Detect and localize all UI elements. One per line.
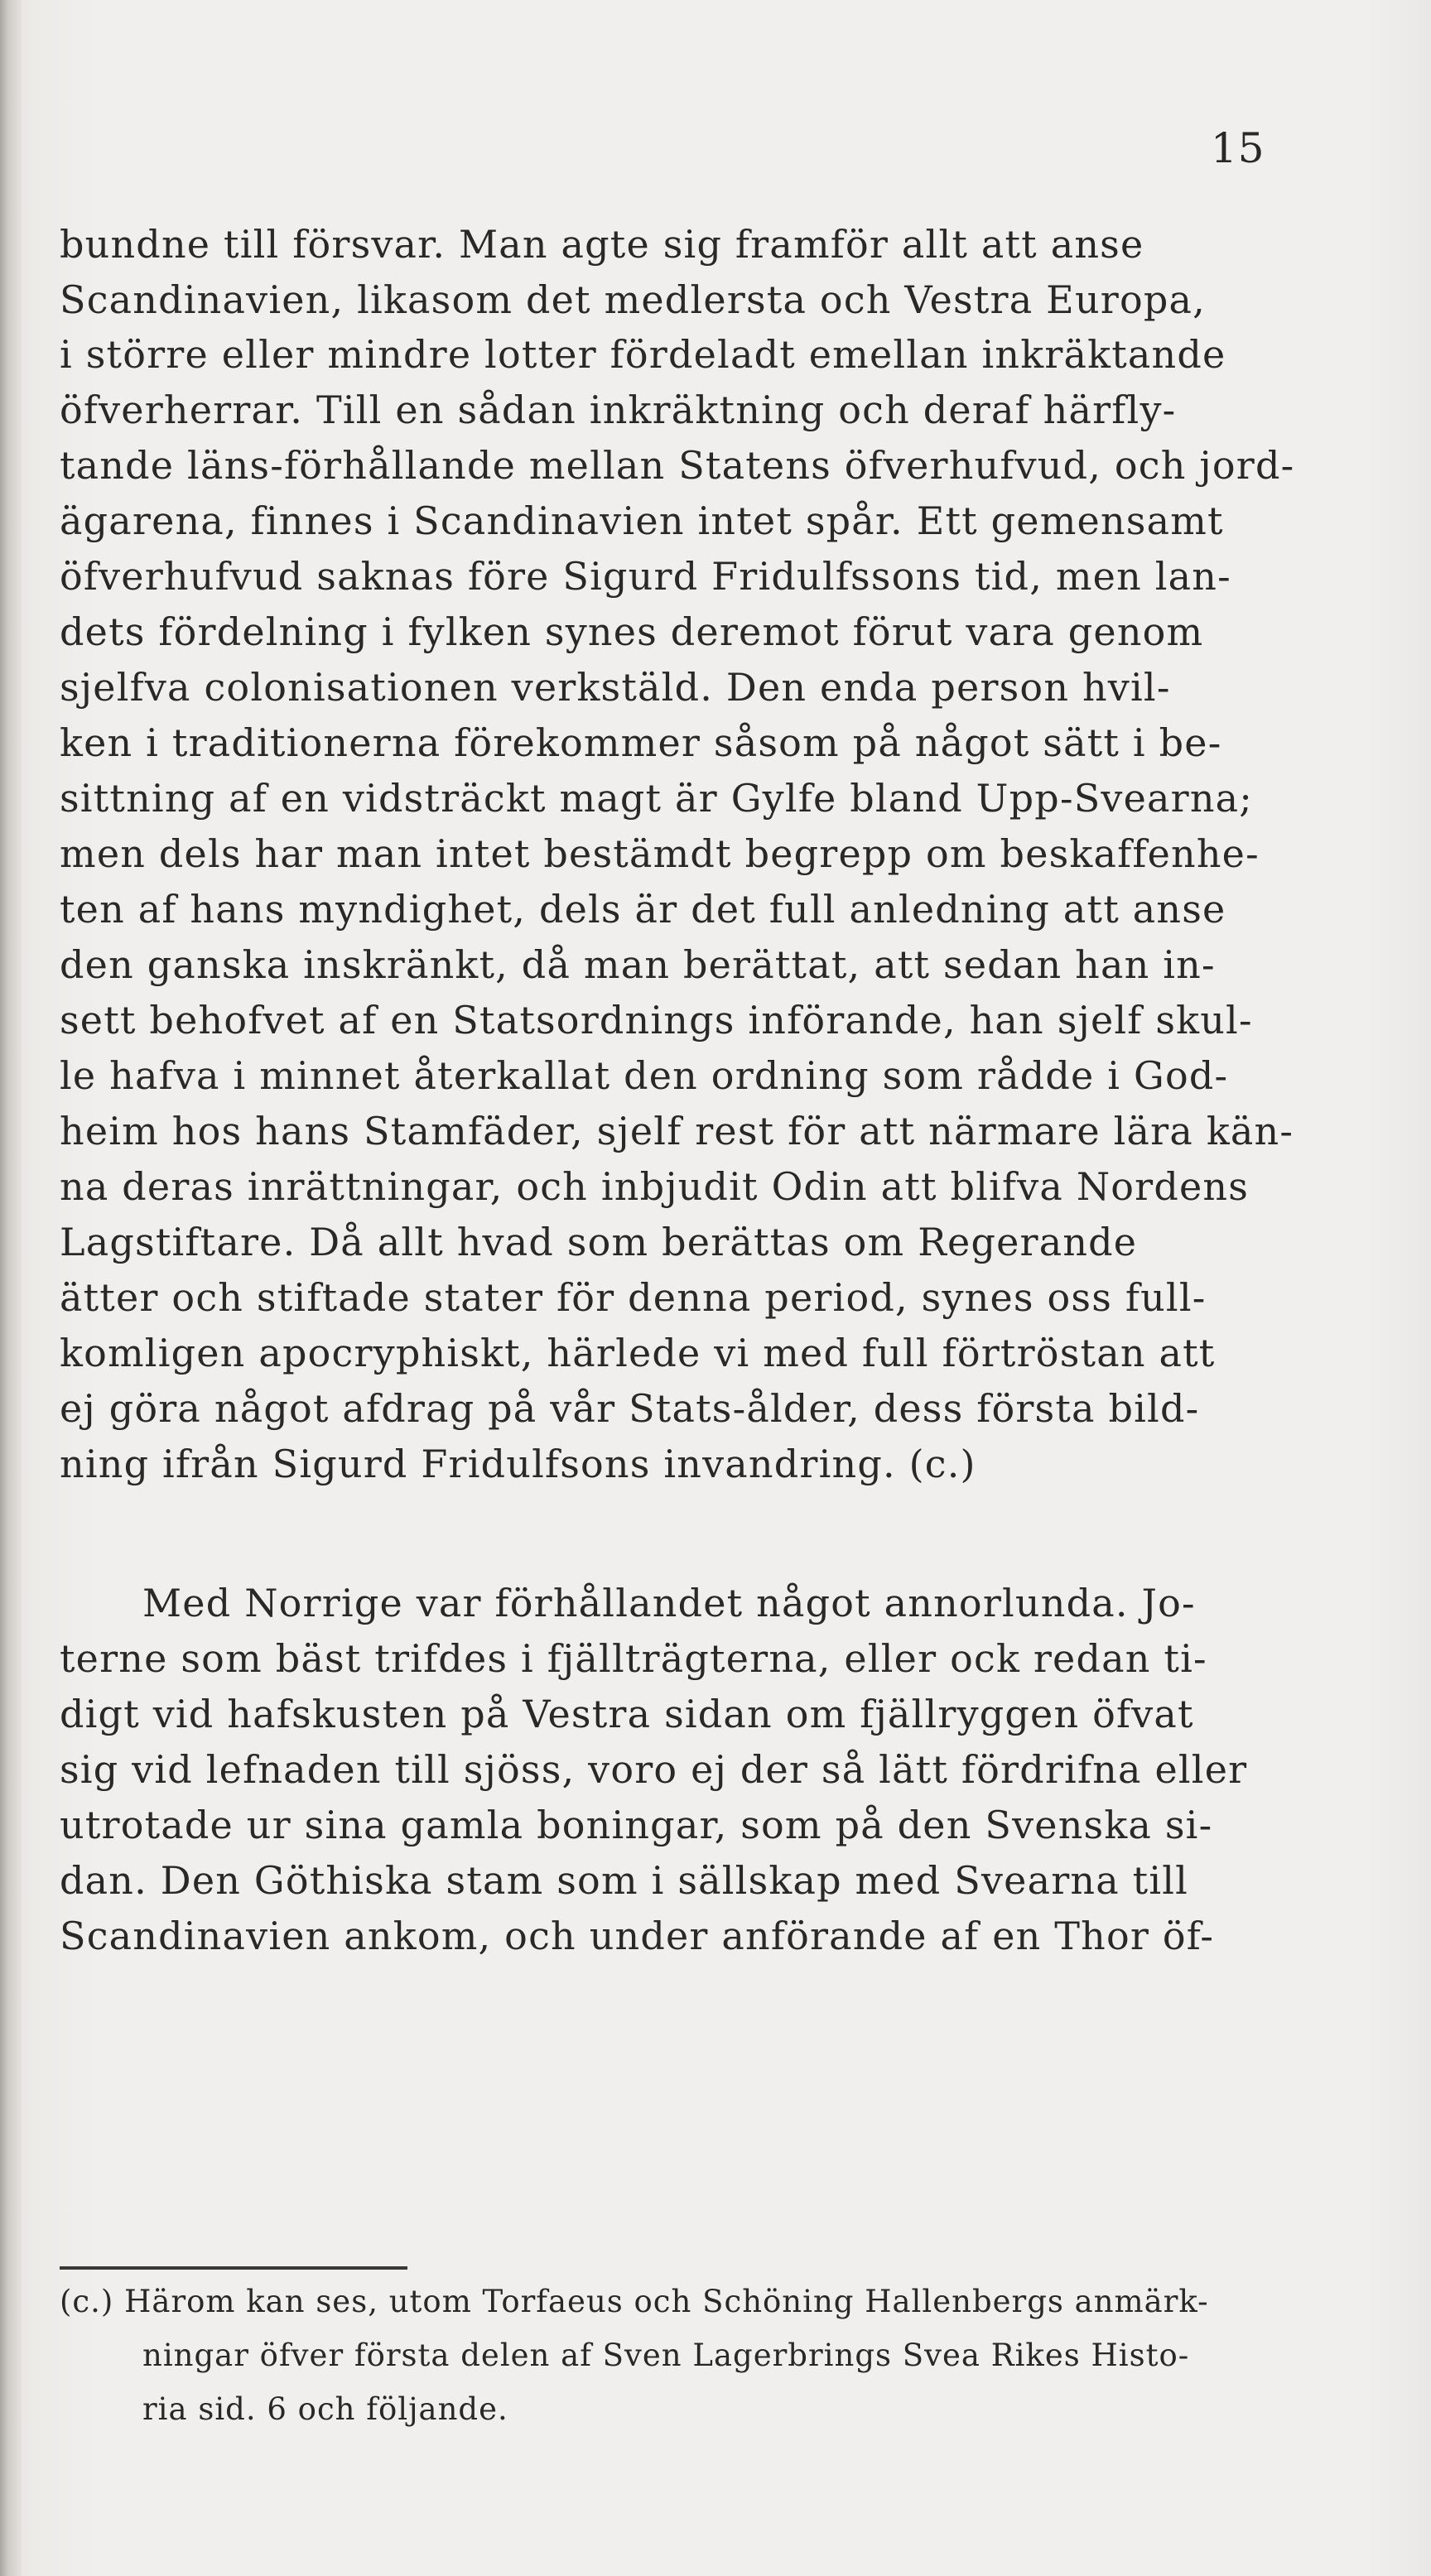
footnote-line: ria sid. 6 och följande. xyxy=(142,2391,508,2427)
text-line: men dels har man intet bestämdt begrepp om beskaffenhe- xyxy=(60,831,1260,876)
text-line: na deras inrättningar, och inbjudit Odin att blifva Nordens xyxy=(60,1164,1250,1209)
text-line: sjelfva colonisationen verkstäld. Den enda person hvil- xyxy=(60,665,1171,710)
text-line: ej göra något afdrag på vår Stats-ålder, dess första bild- xyxy=(60,1386,1200,1431)
text-line: utrotade ur sina gamla boningar, som på den Svenska si- xyxy=(60,1803,1213,1847)
text-line: heim hos hans Stamfäder, sjelf rest för att närmare lära kän- xyxy=(60,1109,1294,1153)
text-line: Scandinavien, likasom det medlersta och Vestra Europa, xyxy=(60,277,1206,322)
text-line: dan. Den Göthiska stam som i sällskap med Svearna till xyxy=(60,1858,1189,1903)
text-line: ätter och stiftade stater för denna period, synes oss full- xyxy=(60,1275,1207,1320)
text-line: öfverhufvud saknas före Sigurd Fridulfssons tid, men lan- xyxy=(60,554,1231,599)
footnote-line: (c.) Härom kan ses, utom Torfaeus och Schöning Hallenbergs anmärk- xyxy=(60,2284,1209,2319)
page-number: 15 xyxy=(1211,124,1265,172)
text-line: sett behofvet af en Statsordnings införande, han sjelf skul- xyxy=(60,998,1253,1042)
text-line: tande läns-förhållande mellan Statens öfverhufvud, och jord- xyxy=(60,443,1295,488)
text-line: sittning af en vidsträckt magt är Gylfe bland Upp-Svearna; xyxy=(60,776,1253,821)
page-gutter-edge xyxy=(0,0,22,2576)
text-line: öfverherrar. Till en sådan inkräktning och deraf härfly- xyxy=(60,388,1177,432)
text-line: bundne till försvar. Man agte sig framför allt att anse xyxy=(60,222,1144,267)
text-line: ägarena, finnes i Scandinavien intet spår. Ett gemensamt xyxy=(60,498,1224,543)
text-line: Scandinavien ankom, och under anförande af en Thor öf- xyxy=(60,1914,1215,1958)
text-line: digt vid hafskusten på Vestra sidan om fjällryggen öfvat xyxy=(60,1692,1194,1736)
text-line: sig vid lefnaden till sjöss, voro ej der så lätt fördrifna eller xyxy=(60,1747,1248,1792)
text-line: i större eller mindre lotter fördeladt emellan inkräktande xyxy=(60,332,1226,377)
text-line: dets fördelning i fylken synes deremot förut vara genom xyxy=(60,609,1204,654)
text-line: den ganska inskränkt, då man berättat, att sedan han in- xyxy=(60,942,1216,987)
paragraph-first-line: Med Norrige var förhållandet något annorlunda. Jo- xyxy=(142,1581,1196,1625)
footnote-separator xyxy=(60,2266,407,2270)
text-line: ten af hans myndighet, dels är det full anledning att anse xyxy=(60,887,1226,932)
text-line: ning ifrån Sigurd Fridulfsons invandring. (c.) xyxy=(60,1442,976,1486)
text-line: komligen apocryphiskt, härlede vi med full förtröstan att xyxy=(60,1331,1216,1375)
text-line: ken i traditionerna förekommer såsom på något sätt i be- xyxy=(60,720,1222,765)
text-line: Lagstiftare. Då allt hvad som berättas om Regerande xyxy=(60,1220,1138,1264)
text-line: le hafva i minnet återkallat den ordning som rådde i God- xyxy=(60,1053,1229,1098)
text-line: terne som bäst trifdes i fjällträgterna, eller ock redan ti- xyxy=(60,1636,1207,1681)
footnote-line: ningar öfver första delen af Sven Lagerbrings Svea Rikes Histo- xyxy=(142,2338,1190,2373)
